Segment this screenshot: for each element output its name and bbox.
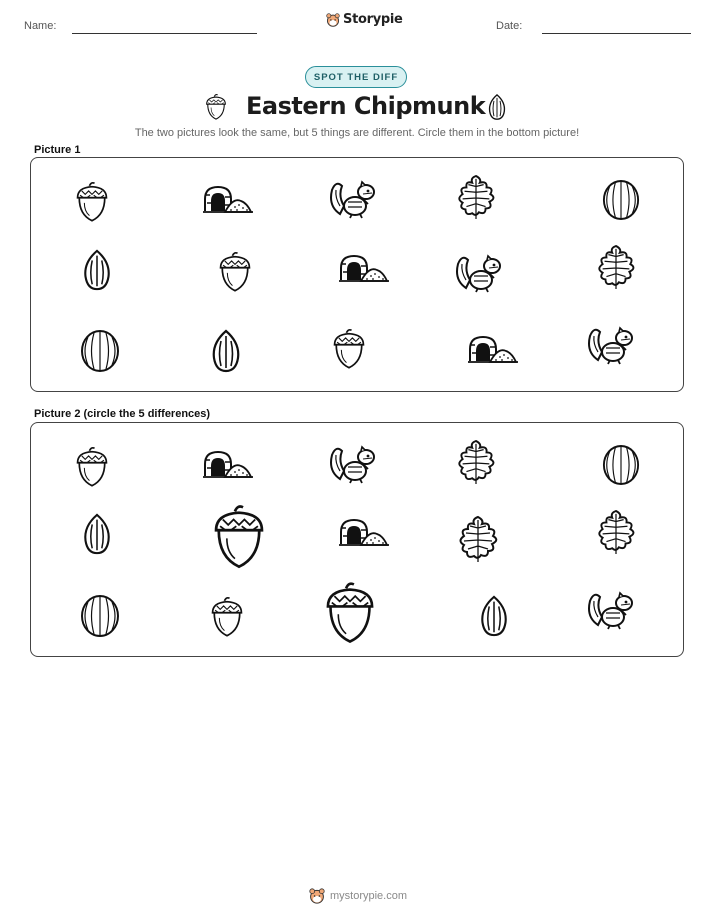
seed-icon xyxy=(479,594,509,638)
oak-leaf-icon xyxy=(456,514,500,564)
chipmunk-icon xyxy=(327,441,379,485)
instructions: The two pictures look the same, but 5 things are different. Circle them in the bottom picture! xyxy=(134,127,580,139)
chipmunk-icon xyxy=(585,587,637,631)
seed-icon xyxy=(82,248,112,292)
seed-icon xyxy=(82,512,112,556)
page-title: Eastern Chipmunk xyxy=(246,92,486,120)
acorn-icon xyxy=(332,326,366,372)
nut-icon xyxy=(80,593,120,639)
brand-name: Storypie xyxy=(343,12,403,27)
burrow-icon xyxy=(339,518,389,548)
acorn-icon xyxy=(75,180,109,224)
burrow-icon xyxy=(468,335,518,365)
acorn-icon xyxy=(212,503,266,571)
activity-badge: SPOT THE DIFF xyxy=(305,66,407,88)
chipmunk-icon xyxy=(585,322,637,366)
date-field[interactable] xyxy=(542,33,691,34)
oak-leaf-icon xyxy=(455,438,497,486)
picture1-label: Picture 1 xyxy=(34,144,81,156)
acorn-icon xyxy=(75,445,109,489)
nut-icon xyxy=(602,443,640,487)
nut-icon xyxy=(602,178,640,222)
acorn-icon xyxy=(218,250,252,294)
burrow-icon xyxy=(203,185,253,215)
oak-leaf-icon xyxy=(595,243,637,291)
burrow-icon xyxy=(339,254,389,284)
footer xyxy=(309,888,407,904)
oak-leaf-icon xyxy=(595,508,637,556)
chipmunk-face-icon xyxy=(326,13,340,27)
burrow-icon xyxy=(203,450,253,480)
nut-icon xyxy=(80,328,120,374)
footer-site[interactable]: mystorypie.com xyxy=(330,890,408,902)
name-field[interactable] xyxy=(72,33,257,34)
acorn-icon xyxy=(205,93,227,121)
date-label: Date: xyxy=(496,20,523,32)
picture2-label: Picture 2 (circle the 5 differences) xyxy=(34,408,211,420)
brand-logo xyxy=(326,12,403,27)
acorn-icon xyxy=(324,580,376,646)
chipmunk-icon xyxy=(327,176,379,220)
acorn-icon xyxy=(210,594,244,640)
seed-icon xyxy=(211,328,241,374)
chipmunk-face-icon xyxy=(309,888,325,904)
chipmunk-icon xyxy=(453,250,505,294)
seed-icon xyxy=(487,93,507,121)
name-label: Name: xyxy=(24,20,57,32)
oak-leaf-icon xyxy=(455,173,497,221)
